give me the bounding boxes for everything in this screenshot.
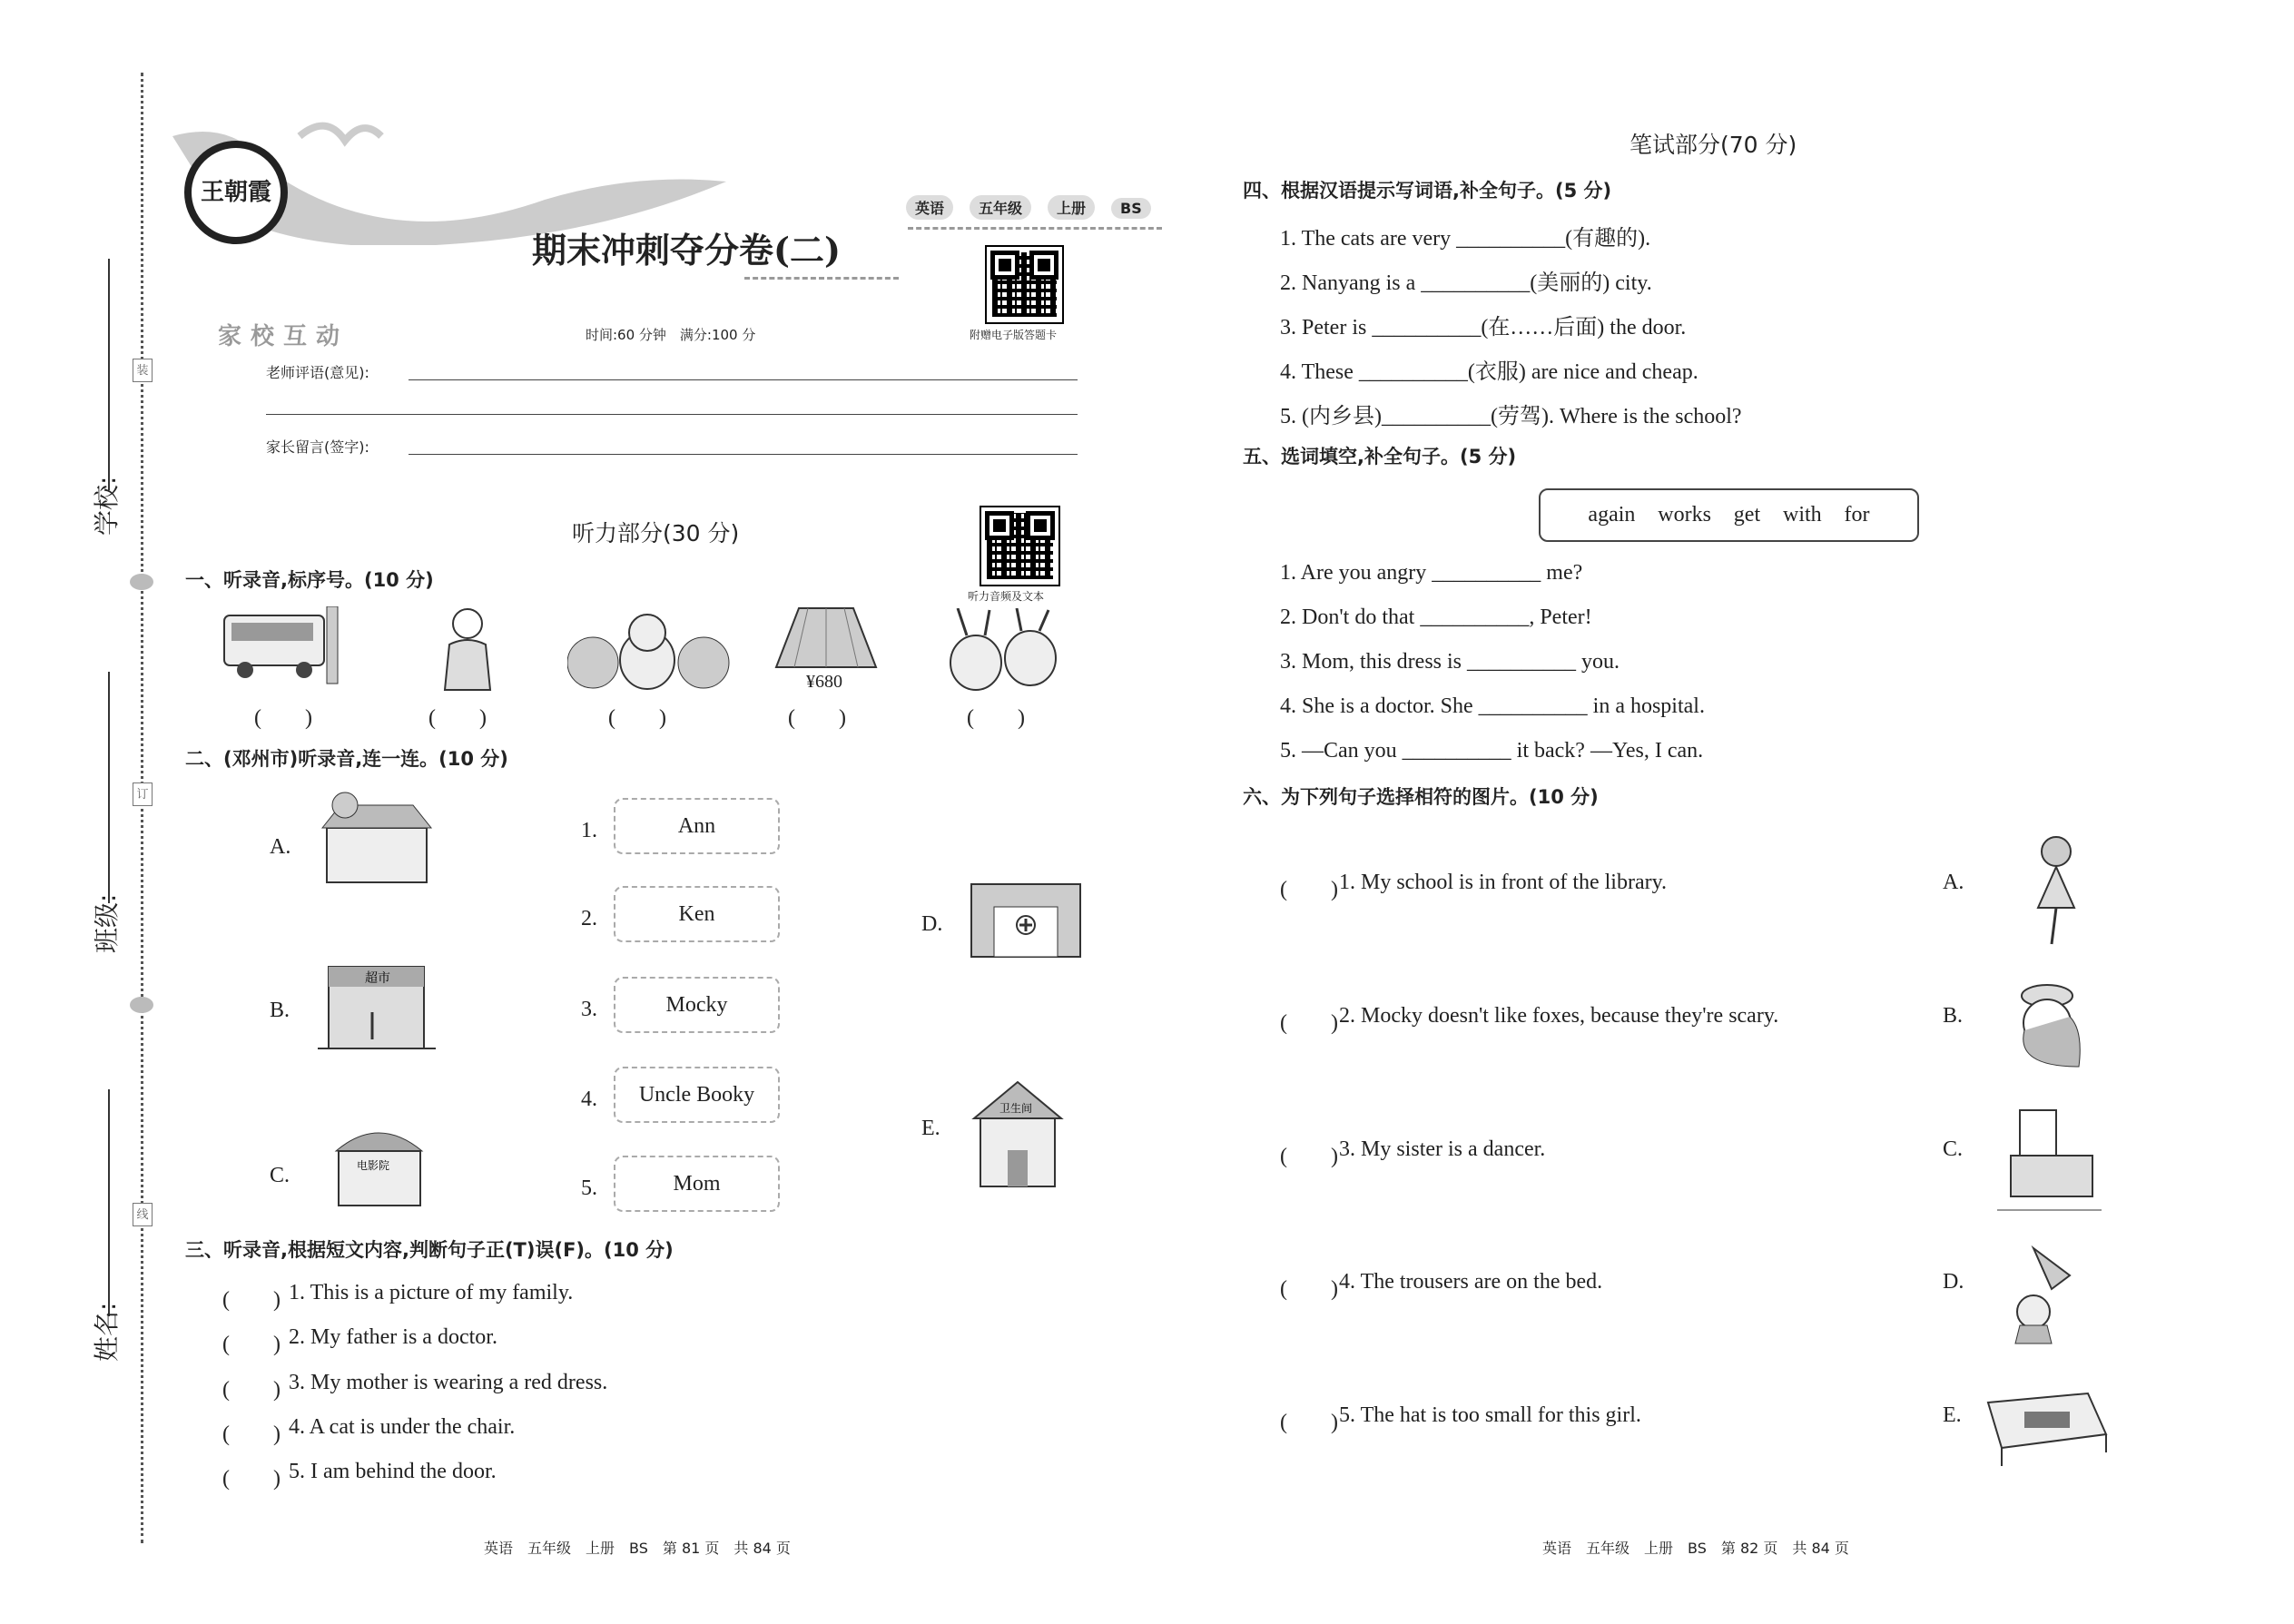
item-number: 1. — [581, 819, 597, 842]
fill-sentence[interactable]: 5. (内乡县)__________(劳驾). Where is the school? — [1280, 405, 1742, 428]
time-score: 时间:60 分钟 满分:100 分 — [586, 327, 756, 343]
answer-paren[interactable]: ( ) — [428, 706, 487, 730]
word-option: again — [1588, 503, 1636, 527]
seal-char: 装 — [133, 359, 153, 382]
divider — [744, 277, 899, 280]
hospital-picture — [962, 866, 1089, 962]
sign-text: 超市 — [365, 971, 390, 986]
page-footer-left: 英语 五年级 上册 BS 第 81 页 共 84 页 — [484, 1540, 791, 1557]
fill-sentence[interactable]: 2. Don't do that __________, Peter! — [1280, 605, 1592, 629]
writing-title: 笔试部分(70 分) — [1629, 132, 1797, 158]
shop-picture — [318, 792, 436, 888]
answer-paren[interactable]: ( ) — [788, 706, 846, 730]
seal-char: 订 — [133, 782, 153, 806]
section-2-heading: 二、(邓州市)听录音,连一连。(10 分) — [185, 748, 508, 770]
option-letter: C. — [270, 1164, 290, 1187]
class-label: 班级: — [92, 893, 122, 953]
seal-char: 线 — [133, 1203, 153, 1226]
cat-and-balls-picture — [567, 610, 731, 692]
answer-paren[interactable]: ( ) — [222, 1422, 281, 1446]
qr-caption: 附赠电子版答题卡 — [970, 329, 1058, 341]
statement: 2. My father is a doctor. — [289, 1325, 497, 1349]
picture-letter: A. — [1943, 871, 1964, 894]
word-option: for — [1844, 503, 1870, 527]
tag-edition: BS — [1111, 198, 1151, 219]
name-box[interactable]: Mocky — [614, 977, 780, 1033]
supermarket-picture — [318, 958, 436, 1053]
sentence: 5. The hat is too small for this girl. — [1339, 1403, 1641, 1427]
bus-picture — [222, 606, 340, 693]
fill-sentence[interactable]: 2. Nanyang is a __________(美丽的) city. — [1280, 271, 1652, 295]
tag-subject: 英语 — [906, 195, 953, 220]
section-4-heading: 四、根据汉语提示写词语,补全句子。(5 分) — [1243, 180, 1612, 202]
answer-paren[interactable]: ( ) — [1280, 1011, 1338, 1035]
answer-paren[interactable]: ( ) — [1280, 1411, 1338, 1434]
answer-paren[interactable]: ( ) — [222, 1288, 281, 1312]
word-bank — [1539, 488, 1919, 542]
option-letter: E. — [921, 1117, 940, 1140]
qr-code-audio[interactable] — [981, 507, 1058, 585]
seal-icon — [130, 997, 153, 1013]
sentence: 1. My school is in front of the library. — [1339, 871, 1668, 894]
item-number: 5. — [581, 1176, 597, 1200]
rabbits-picture — [935, 608, 1071, 699]
price-label: ¥680 — [806, 672, 842, 692]
word-option: with — [1782, 503, 1822, 527]
skirt-picture — [772, 604, 881, 676]
answer-paren[interactable]: ( ) — [222, 1378, 281, 1402]
answer-paren[interactable]: ( ) — [1280, 878, 1338, 901]
name-underline — [108, 1089, 110, 1316]
fill-sentence[interactable]: 4. She is a doctor. She __________ in a hospital. — [1280, 694, 1705, 718]
name-label: 姓名: — [92, 1302, 122, 1362]
section-1-heading: 一、听录音,标序号。(10 分) — [185, 569, 434, 591]
page-footer-right: 英语 五年级 上册 BS 第 82 页 共 84 页 — [1542, 1540, 1849, 1557]
tag-volume: 上册 — [1048, 195, 1095, 220]
sign-text: 电影院 — [357, 1159, 390, 1172]
item-number: 2. — [581, 907, 597, 930]
qr-code-answer-card[interactable] — [987, 247, 1062, 322]
section-5-heading: 五、选词填空,补全句子。(5 分) — [1243, 446, 1517, 468]
fill-sentence[interactable]: 5. —Can you __________ it back? —Yes, I can. — [1280, 739, 1704, 763]
name-box[interactable]: Ann — [614, 798, 780, 854]
answer-paren[interactable]: ( ) — [222, 1333, 281, 1356]
section-6-heading: 六、为下列句子选择相符的图片。(10 分) — [1243, 786, 1599, 808]
picture-letter: E. — [1943, 1403, 1962, 1427]
word-option: get — [1733, 503, 1761, 527]
picture-letter: C. — [1943, 1137, 1964, 1161]
class-underline — [108, 672, 110, 903]
answer-paren[interactable]: ( ) — [967, 706, 1025, 730]
option-letter: A. — [270, 835, 291, 859]
statement: 4. A cat is under the chair. — [289, 1415, 516, 1439]
answer-paren[interactable]: ( ) — [1280, 1145, 1338, 1168]
fill-sentence[interactable]: 1. Are you angry __________ me? — [1280, 561, 1583, 585]
sentence: 4. The trousers are on the bed. — [1339, 1270, 1603, 1294]
picture-letter: D. — [1943, 1270, 1964, 1294]
answer-paren[interactable]: ( ) — [254, 706, 312, 730]
answer-paren[interactable]: ( ) — [1280, 1277, 1338, 1301]
tag-grade: 五年级 — [970, 195, 1031, 220]
name-box[interactable]: Ken — [614, 886, 780, 942]
sign-text: 卫生间 — [999, 1102, 1033, 1115]
name-box[interactable]: Uncle Booky — [614, 1067, 780, 1123]
word-option: works — [1658, 503, 1711, 527]
cinema-picture — [331, 1115, 427, 1210]
sentence: 2. Mocky doesn't like foxes, because they're scary. — [1339, 1004, 1779, 1028]
logo-text: 王朝霞 — [200, 179, 271, 205]
boy-picture — [422, 604, 513, 694]
binding-line — [141, 73, 143, 1543]
answer-paren[interactable]: ( ) — [222, 1467, 281, 1491]
page-title: 期末冲刺夺分卷(二) — [532, 230, 841, 271]
picture-letter: B. — [1943, 1004, 1964, 1028]
parent-comment-label: 家长留言(签字): — [266, 438, 369, 456]
item-number: 4. — [581, 1088, 597, 1111]
dancer-picture — [1997, 826, 2102, 949]
school-label: 学校: — [92, 476, 122, 536]
fox-and-boy-picture — [1997, 1239, 2102, 1348]
teacher-comment-line[interactable] — [266, 414, 1078, 415]
bed-trousers-picture — [1979, 1366, 2115, 1471]
seal-icon — [130, 574, 153, 590]
fill-sentence[interactable]: 3. Peter is __________(在……后面) the door. — [1280, 316, 1687, 340]
section-3-heading: 三、听录音,根据短文内容,判断句子正(T)误(F)。(10 分) — [185, 1239, 674, 1261]
name-box[interactable]: Mom — [614, 1156, 780, 1212]
answer-paren[interactable]: ( ) — [608, 706, 666, 730]
option-letter: B. — [270, 999, 290, 1022]
subject-tags — [906, 195, 1167, 220]
listening-title: 听力部分(30 分) — [572, 520, 740, 546]
statement: 5. I am behind the door. — [289, 1460, 497, 1483]
school-underline — [108, 259, 110, 490]
teacher-comment-line[interactable] — [409, 379, 1078, 380]
logo — [184, 141, 288, 244]
girl-hat-picture — [1997, 976, 2102, 1071]
divider — [908, 227, 1162, 230]
fill-sentence[interactable]: 4. These __________(衣服) are nice and cheap. — [1280, 360, 1698, 384]
teacher-comment-label: 老师评语(意见): — [266, 364, 369, 381]
school-picture — [1993, 1106, 2106, 1215]
qr-caption: 听力音频及文本 — [968, 590, 1045, 603]
family-school-label: 家校互动 — [218, 323, 350, 350]
item-number: 3. — [581, 998, 597, 1021]
fill-sentence[interactable]: 3. Mom, this dress is __________ you. — [1280, 650, 1620, 674]
statement: 1. This is a picture of my family. — [289, 1281, 574, 1304]
clinic-picture — [970, 1078, 1066, 1188]
sentence: 3. My sister is a dancer. — [1339, 1137, 1546, 1161]
option-letter: D. — [921, 912, 943, 936]
parent-comment-line[interactable] — [409, 454, 1078, 455]
statement: 3. My mother is wearing a red dress. — [289, 1371, 608, 1394]
fill-sentence[interactable]: 1. The cats are very __________(有趣的). — [1280, 227, 1651, 251]
